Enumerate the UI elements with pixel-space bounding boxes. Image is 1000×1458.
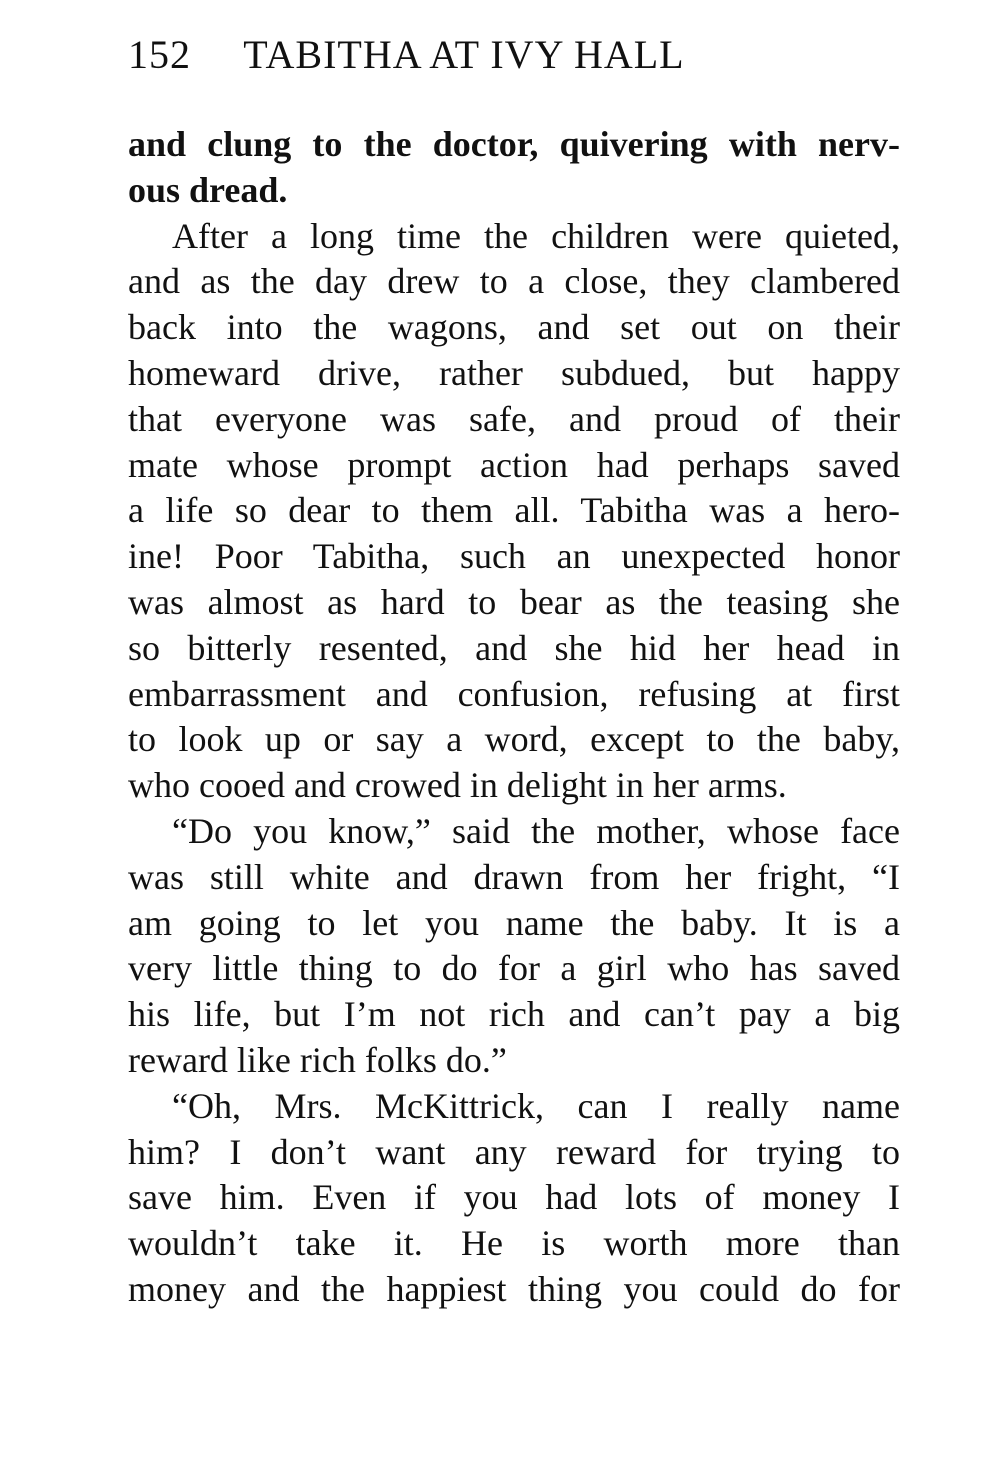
- running-head: [128, 30, 908, 80]
- text-line: him? I don’t want any reward for trying to: [128, 1131, 900, 1172]
- body-text: [128, 122, 900, 1313]
- text-line: his life, but I’m not rich and can’t pay a big: [128, 994, 900, 1035]
- text-line: embarrassment and confusion, refusing at first: [128, 673, 900, 714]
- text-line: very little thing to do for a girl who has saved: [128, 948, 900, 989]
- text-line: who cooed and crowed in delight in her arms.: [128, 765, 787, 806]
- text-line: homeward drive, rather subdued, but happy: [128, 352, 900, 393]
- page-number: 152: [128, 32, 191, 77]
- text-line: and as the day drew to a close, they clambered: [128, 261, 900, 302]
- text-line: was still white and drawn from her fright, “I: [128, 856, 900, 897]
- paragraph-first-line: After a long time the children were quieted,: [172, 215, 900, 256]
- paragraph-first-line: “Do you know,” said the mother, whose face: [172, 810, 900, 851]
- text-line: so bitterly resented, and she hid her head in: [128, 627, 900, 668]
- text-line: was almost as hard to bear as the teasing she: [128, 581, 900, 622]
- paragraph-first-line: “Oh, Mrs. McKittrick, can I really name: [172, 1085, 900, 1126]
- text-line: am going to let you name the baby. It is a: [128, 902, 900, 943]
- text-line: wouldn’t take it. He is worth more than: [128, 1223, 900, 1264]
- text-line: mate whose prompt action had perhaps saved: [128, 444, 900, 485]
- text-line: save him. Even if you had lots of money I: [128, 1177, 900, 1218]
- text-line: that everyone was safe, and proud of their: [128, 398, 900, 439]
- text-line: ous dread.: [128, 169, 288, 210]
- text-line: and clung to the doctor, quivering with nerv-: [128, 124, 900, 164]
- text-line: ine! Poor Tabitha, such an unexpected honor: [128, 536, 900, 577]
- text-line: a life so dear to them all. Tabitha was a hero-: [128, 490, 900, 531]
- text-line: back into the wagons, and set out on their: [128, 307, 900, 348]
- book-title: TABITHA AT IVY HALL: [243, 32, 685, 77]
- text-line: reward like rich folks do.”: [128, 1039, 507, 1080]
- text-line: money and the happiest thing you could do for: [128, 1268, 900, 1309]
- text-line: to look up or say a word, except to the baby,: [128, 719, 900, 760]
